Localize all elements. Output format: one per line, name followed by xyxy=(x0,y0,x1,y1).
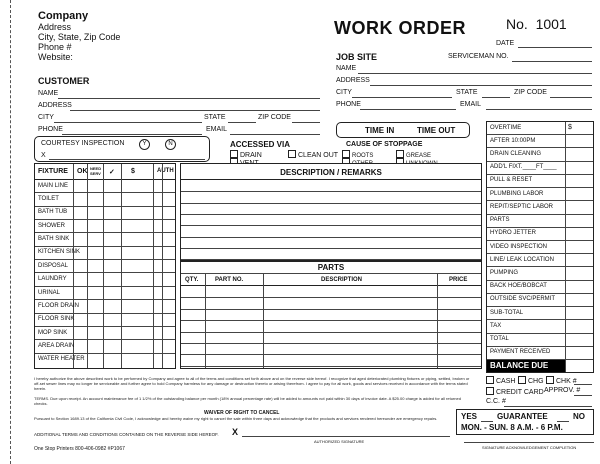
charge-row-label: AFTER 10:00PM xyxy=(490,137,536,144)
parts-line[interactable] xyxy=(181,297,481,298)
signature-x: X xyxy=(232,427,239,437)
fixture-row[interactable] xyxy=(35,314,175,327)
charge-row-label: VIDEO INSPECTION xyxy=(490,243,548,250)
order-number xyxy=(506,16,567,32)
job-city-field[interactable] xyxy=(352,97,452,98)
ack-signature-label: SIGNATURE ACKNOWLEDGEMENT COMPLETION xyxy=(482,445,577,450)
description-line[interactable] xyxy=(181,248,481,249)
parts-title: PARTS xyxy=(317,263,345,272)
charge-row[interactable] xyxy=(487,175,593,188)
qty-col-header: QTY. xyxy=(185,277,199,283)
fixture-row[interactable] xyxy=(35,287,175,300)
approv-field[interactable] xyxy=(574,395,592,396)
desc-col-header: DESCRIPTION xyxy=(321,277,363,283)
checkbox-icon xyxy=(230,150,238,158)
fixture-row-label: MAIN LINE xyxy=(38,182,69,189)
job-phone-label: PHONE xyxy=(336,101,361,108)
charge-row[interactable] xyxy=(487,347,593,360)
guarantee-yes-field[interactable] xyxy=(481,421,493,422)
parts-box xyxy=(180,261,482,369)
charge-row[interactable] xyxy=(487,201,593,214)
fixture-row-label: WATER HEATER xyxy=(38,356,85,363)
charge-row[interactable] xyxy=(487,294,593,307)
charge-row[interactable] xyxy=(487,241,593,254)
customer-phone-label: PHONE xyxy=(38,126,63,133)
stoppage-grease-label: GREASE xyxy=(406,153,432,159)
charge-row-label: PARTS xyxy=(490,217,510,224)
courtesy-signature-field[interactable] xyxy=(49,159,205,160)
charge-row[interactable] xyxy=(487,148,593,161)
fixture-row-label: SHOWER xyxy=(38,222,65,229)
customer-state-field[interactable] xyxy=(228,122,256,123)
fixture-row-label: BATH SINK xyxy=(38,236,70,243)
fixture-row-label: BATH TUB xyxy=(38,209,68,216)
date-label: DATE xyxy=(496,40,515,47)
checkbox-icon xyxy=(546,376,554,384)
fixture-table xyxy=(34,163,176,369)
time-out-label: TIME OUT xyxy=(417,126,456,135)
parts-header-row xyxy=(181,274,481,286)
courtesy-yes-option[interactable]: Y xyxy=(139,139,150,150)
parts-line[interactable] xyxy=(181,366,481,367)
description-line[interactable] xyxy=(181,203,481,204)
fixture-row-label: TOILET xyxy=(38,196,59,203)
job-zip-label: ZIP CODE xyxy=(514,89,547,96)
description-line[interactable] xyxy=(181,237,481,238)
access-cleanout-label: CLEAN OUT xyxy=(298,152,339,159)
charge-row[interactable] xyxy=(487,281,593,294)
pay-chg-label: CHG xyxy=(528,378,544,385)
charge-row[interactable] xyxy=(487,122,593,135)
authorized-signature-field[interactable] xyxy=(242,436,450,437)
fixture-row[interactable] xyxy=(35,260,175,273)
company-phone: Phone # xyxy=(38,42,72,52)
customer-zip-label: ZIP CODE xyxy=(258,114,291,121)
fixture-row[interactable] xyxy=(35,233,175,246)
description-line[interactable] xyxy=(181,191,481,192)
guarantee-no-field[interactable] xyxy=(557,421,569,422)
charge-row-label: PUMPING xyxy=(490,270,519,277)
page-title: WORK ORDER xyxy=(334,18,466,38)
job-name-field[interactable] xyxy=(358,73,592,74)
charge-row-label: PULL & RESET xyxy=(490,177,533,184)
description-line[interactable] xyxy=(181,214,481,215)
date-field[interactable] xyxy=(518,47,592,48)
charge-row-label: OVERTIME xyxy=(490,124,522,131)
fixture-col-header: FIXTURE xyxy=(38,168,68,175)
fixture-row[interactable] xyxy=(35,354,175,367)
checkbox-icon xyxy=(288,150,296,158)
stoppage-title: CAUSE OF STOPPAGE xyxy=(346,141,423,148)
business-hours: MON. - SUN. 8 A.M. - 6 P.M. xyxy=(461,423,563,432)
charge-row-label: LINE/ LEAK LOCATION xyxy=(490,256,554,263)
charge-row[interactable] xyxy=(487,320,593,333)
charges-box xyxy=(486,121,594,373)
fixture-row-label: LAUNDRY xyxy=(38,276,67,283)
parts-line[interactable] xyxy=(181,354,481,355)
fixture-row[interactable] xyxy=(35,340,175,353)
pay-credit-option[interactable] xyxy=(486,387,544,396)
order-number-label: No. xyxy=(506,16,528,32)
pay-credit-label: CREDIT CARD xyxy=(496,389,544,396)
fixture-row[interactable] xyxy=(35,247,175,260)
job-state-field[interactable] xyxy=(482,97,510,98)
pay-chg-option[interactable] xyxy=(518,376,544,385)
waiver-title: WAIVER OF RIGHT TO CANCEL xyxy=(204,410,280,416)
parts-line[interactable] xyxy=(181,309,481,310)
description-title: DESCRIPTION / REMARKS xyxy=(280,168,382,177)
waiver-text: Pursuant to Section 1689.13 of the California Civil Code, I acknowledge and hereby waive my right to cancel the sale within three days and acknowledge that the products and services rendered hereunder are emergency repairs. xyxy=(34,416,438,421)
price-col-header: PRICE xyxy=(449,277,468,283)
fixture-row[interactable] xyxy=(35,180,175,193)
charge-row-label: PAYMENT RECEIVED xyxy=(490,349,551,356)
terms-text: TERMS. Due upon receipt. An account maintenance fee of 1 1/2% of the outstanding balance per month (18% annual percentage rate) will be added to amounts not paid within 30 days of invoice date. A $25.00 charge is added for all returned checks. xyxy=(34,396,461,406)
ok-col-header: OK xyxy=(77,168,88,175)
parts-line[interactable] xyxy=(181,343,481,344)
guarantee-label: GUARANTEE xyxy=(497,412,548,421)
description-line[interactable] xyxy=(181,225,481,226)
need-serv-col-header: NEED SERV xyxy=(90,166,102,176)
charge-row-label: TAX xyxy=(490,322,502,329)
job-email-label: EMAIL xyxy=(460,101,482,108)
customer-zip-field[interactable] xyxy=(292,122,320,123)
charge-row-label: BACK HOE/BOBCAT xyxy=(490,283,547,290)
courtesy-inspection-box xyxy=(34,136,210,162)
fixture-row-label: FLOOR DRAIN xyxy=(38,302,80,309)
customer-city-field[interactable] xyxy=(54,122,202,123)
charge-row[interactable] xyxy=(487,135,593,148)
stoppage-roots-label: ROOTS xyxy=(352,153,374,159)
courtesy-no-option[interactable]: N xyxy=(165,139,176,150)
charge-row-label: REPIT/SEPTIC LABOR xyxy=(490,203,554,210)
charge-row[interactable] xyxy=(487,188,593,201)
customer-name-label: NAME xyxy=(38,90,59,97)
order-number-value: 1001 xyxy=(535,16,567,32)
job-address-field[interactable] xyxy=(370,85,592,86)
fixture-row-label: MOP SINK xyxy=(38,329,68,336)
cc-field[interactable] xyxy=(504,406,592,407)
job-city-label: CITY xyxy=(336,89,352,96)
balance-due-label: BALANCE DUE xyxy=(487,360,565,372)
access-drain-label: DRAIN xyxy=(240,152,262,159)
customer-title: CUSTOMER xyxy=(38,76,90,86)
charge-row[interactable] xyxy=(487,215,593,228)
customer-email-label: EMAIL xyxy=(206,126,228,133)
description-box xyxy=(180,163,482,261)
courtesy-sign-x: X xyxy=(41,152,46,159)
fixture-row-label: AREA DRAIN xyxy=(38,342,75,349)
fixture-row[interactable] xyxy=(35,274,175,287)
company-website: Website: xyxy=(38,52,73,62)
charge-row[interactable] xyxy=(487,162,593,175)
customer-email-field[interactable] xyxy=(230,134,320,135)
checkbox-icon xyxy=(486,376,494,384)
authorization-text: I hereby authorize the above described work to be performed by Company and agree to all of the terms and conditions set forth above and on the reverse side hereof. I recognize that aged deteriorated plumbing fixtures or piping, settled, broken or off-set sewer lines may no longer be serviceable and further agree to hold Company harmless for any damage or destruction thereto or arising therefrom. I agree to pay for all work, goods and services received in accordance with the terms stated herein. xyxy=(34,376,470,391)
charge-row-label: OUTSIDE SVC/PERMIT xyxy=(490,296,556,303)
fixture-row-label: FLOOR SINK xyxy=(38,316,75,323)
checkbox-icon xyxy=(518,376,526,384)
fixture-header-row xyxy=(35,164,175,180)
approv-label: APPROV. # xyxy=(544,387,581,394)
charge-row-label: ADD'L FIXT.____FT____ xyxy=(490,164,557,171)
fixture-row[interactable] xyxy=(35,220,175,233)
company-city-state-zip: City, State, Zip Code xyxy=(38,32,121,42)
company-name: Company xyxy=(38,10,89,22)
authorized-signature-label: AUTHORIZED SIGNATURE xyxy=(314,439,365,444)
charge-row[interactable] xyxy=(487,334,593,347)
printer-credit: One Stop Printers 800-406-0982 #P1067 xyxy=(34,446,125,452)
customer-name-field[interactable] xyxy=(58,98,320,99)
fixture-row[interactable] xyxy=(35,327,175,340)
charge-row-label: SUB-TOTAL xyxy=(490,309,524,316)
charge-row-label: HYDRO JETTER xyxy=(490,230,537,237)
charge-row-label: PLUMBING LABOR xyxy=(490,190,544,197)
charge-row[interactable] xyxy=(487,254,593,267)
pay-chk-label: CHK # xyxy=(556,378,577,385)
job-site-title: JOB SITE xyxy=(336,52,378,62)
job-state-label: STATE xyxy=(456,89,478,96)
checkbox-icon xyxy=(342,150,350,158)
accessed-via-title: ACCESSED VIA xyxy=(230,140,291,149)
pay-cash-option[interactable] xyxy=(486,376,515,385)
job-name-label: NAME xyxy=(336,65,357,72)
overtime-currency: $ xyxy=(568,124,572,131)
pay-cash-label: CASH xyxy=(496,378,516,385)
courtesy-inspection-label: COURTESY INSPECTION xyxy=(41,140,125,147)
job-zip-field[interactable] xyxy=(550,97,592,98)
fixture-row-label: URINAL xyxy=(38,289,61,296)
description-line[interactable] xyxy=(181,259,481,260)
ack-signature-field[interactable] xyxy=(464,442,594,443)
fixture-row[interactable] xyxy=(35,207,175,220)
guarantee-no-label: NO xyxy=(573,412,585,421)
time-box xyxy=(336,122,470,138)
job-address-label: ADDRESS xyxy=(336,77,370,84)
fixture-row-label: DISPOSAL xyxy=(38,262,69,269)
customer-address-field[interactable] xyxy=(70,110,320,111)
customer-city-label: CITY xyxy=(38,114,54,121)
guarantee-box xyxy=(456,409,594,435)
charge-row-label: TOTAL xyxy=(490,336,509,343)
charge-row[interactable] xyxy=(487,267,593,280)
checkbox-icon xyxy=(396,150,404,158)
cc-label: C.C. # xyxy=(486,398,506,405)
work-order-form xyxy=(24,6,594,458)
charge-row[interactable] xyxy=(487,228,593,241)
serviceman-label: SERVICEMAN NO. xyxy=(448,53,509,60)
partno-col-header: PART NO. xyxy=(215,277,244,283)
chk-number-field[interactable] xyxy=(574,384,592,385)
perforation-line xyxy=(10,0,11,464)
job-phone-field[interactable] xyxy=(360,109,456,110)
serviceman-field[interactable] xyxy=(512,61,592,62)
check-col-header: ✓ xyxy=(109,169,115,176)
fixture-row[interactable] xyxy=(35,300,175,313)
company-address: Address xyxy=(38,22,72,32)
guarantee-yes-label: YES xyxy=(461,412,478,421)
additional-terms: ADDITIONAL TERMS AND CONDITIONS CONTAINED ON THE REVERSE SIDE HEREOF. xyxy=(34,432,219,437)
fixture-row-label: KITCHEN SINK xyxy=(38,249,81,256)
parts-line[interactable] xyxy=(181,332,481,333)
customer-state-label: STATE xyxy=(204,114,226,121)
customer-phone-field[interactable] xyxy=(62,134,202,135)
charge-row[interactable] xyxy=(487,307,593,320)
job-email-field[interactable] xyxy=(486,109,592,110)
description-header xyxy=(181,164,481,180)
charge-row-label: DRAIN CLEANING xyxy=(490,151,542,158)
parts-line[interactable] xyxy=(181,320,481,321)
checkbox-icon xyxy=(486,387,494,395)
time-in-label: TIME IN xyxy=(365,126,395,135)
parts-title-row xyxy=(181,262,481,274)
price-col-header: $ xyxy=(131,168,135,175)
fixture-row[interactable] xyxy=(35,193,175,206)
auth-col-header: AUTH xyxy=(157,168,174,174)
customer-address-label: ADDRESS xyxy=(38,102,72,109)
pay-chk-option[interactable] xyxy=(546,376,577,385)
access-cleanout-option[interactable] xyxy=(288,150,338,159)
